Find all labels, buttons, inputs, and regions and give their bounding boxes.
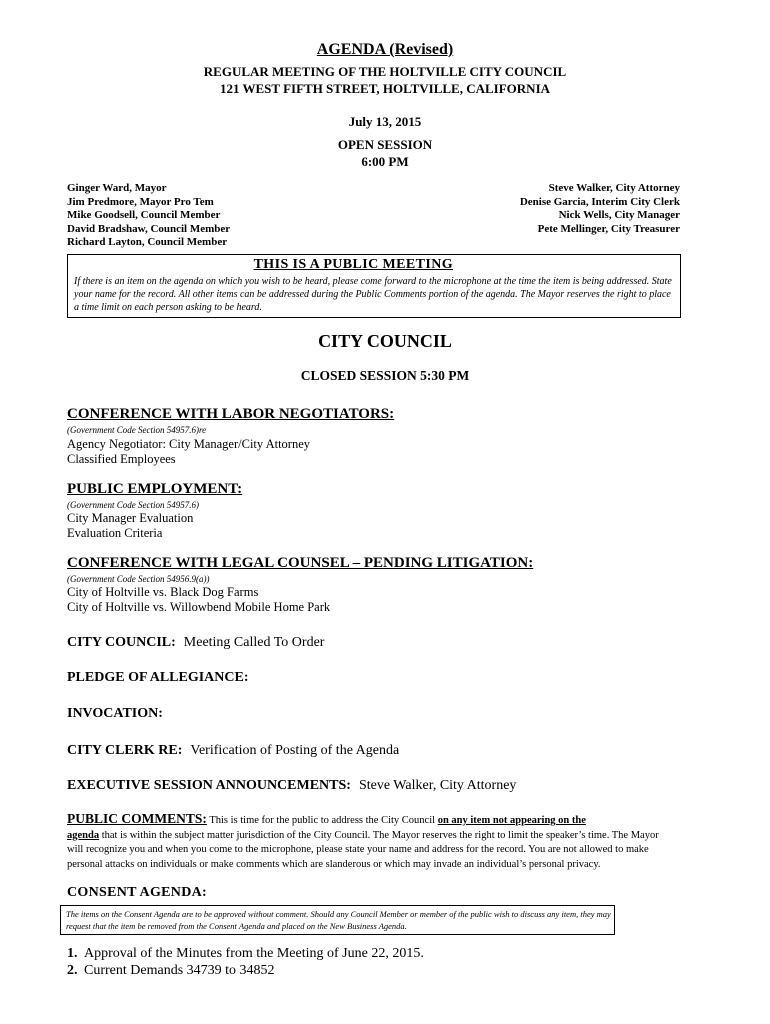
official-name: Denise Garcia, Interim City Clerk [519,195,680,208]
section-line: Evaluation Criteria [67,526,163,540]
section-line: Classified Employees [67,452,176,466]
officials-left [67,182,230,250]
section-line: City of Holtville vs. Willowbend Mobile Home Park [67,600,331,614]
public-comments-emphasis: on any item not appearing on the [437,815,586,826]
consent-note: The items on the Consent Agenda are to be approved without comment. Should any Council Member or member of the public wish to discuss any item, they may request that the item be removed from the Consent Agenda and placed on the New Business Agenda. [66,909,611,931]
public-comments-line: will recognize you and when you come to the microphone, please state your name and address for the record. You are not allowed to make [67,844,649,855]
public-notice-title: THIS IS A PUBLIC MEETING [253,257,453,272]
executive-line [67,776,516,794]
public-comments-label: PUBLIC COMMENTS: [67,811,207,826]
consent-item-number: 1. [67,946,78,961]
executive-label: EXECUTIVE SESSION ANNOUNCEMENTS: [67,778,351,793]
official-name: Pete Mellinger, City Treasurer [537,222,680,235]
call-to-order-value: Meeting Called To Order [183,635,325,650]
consent-item-text: Current Demands 34739 to 34852 [84,963,275,978]
meeting-date: July 13, 2015 [348,114,422,129]
executive-value: Steve Walker, City Attorney [358,778,517,793]
section-litigation-body [67,585,330,615]
meeting-address: 121 WEST FIFTH STREET, HOLTVILLE, CALIFORNIA [219,81,551,96]
public-comments-line: personal attacks on individuals or make comments which are slanderous or which may invade an individual’s personal privacy. [67,858,601,870]
call-to-order-line [67,633,324,651]
section-line: City of Holtville vs. Black Dog Farms [67,585,259,599]
section-labor-body [67,437,310,467]
public-comments [67,812,659,872]
officials-right [520,182,680,236]
section-employment-title: PUBLIC EMPLOYMENT: [67,481,243,497]
city-clerk-value: Verification of Posting of the Agenda [190,743,400,758]
section-litigation-cite: (Government Code Section 54956.9(a)) [67,574,210,584]
closed-session: CLOSED SESSION 5:30 PM [300,368,470,383]
council-heading: CITY COUNCIL [318,331,452,351]
session-label: OPEN SESSION [337,137,433,152]
agenda-title: AGENDA (Revised) [316,41,454,58]
official-name: Nick Wells, City Manager [558,209,680,222]
official-name: Steve Walker, City Attorney [548,182,680,194]
official-name: Richard Layton, Council Member [67,236,228,249]
section-litigation-title: CONFERENCE WITH LEGAL COUNSEL – PENDING LITIGATION: [67,555,534,571]
section-labor-cite: (Government Code Section 54957.6)re [67,425,207,435]
public-notice-text: If there is an item on the agenda on which you wish to be heard, please come forward to the microphone at the time the item is being addressed. State your name for the record. All other items can be addressed during the Public Comments portion of the agenda. The Mayor reserves the right to place a time limit on each person asking to be heard. [74,276,672,313]
consent-item [67,963,275,979]
call-to-order-label: CITY COUNCIL: [67,635,176,650]
official-name: David Bradshaw, Council Member [67,222,231,235]
consent-note-box [60,905,615,935]
invocation-label: INVOCATION: [67,706,163,721]
official-name: Jim Predmore, Mayor Pro Tem [67,195,214,208]
section-employment-body [67,511,193,541]
consent-item-text: Approval of the Minutes from the Meeting of June 22, 2015. [84,946,424,961]
pledge-label: PLEDGE OF ALLEGIANCE: [67,670,249,685]
official-name: Mike Goodsell, Council Member [67,209,221,222]
official-name: Ginger Ward, Mayor [67,182,167,194]
public-comments-intro: This is time for the public to address the City Council [209,815,436,826]
city-clerk-label: CITY CLERK RE: [67,743,183,758]
public-notice-box [67,254,681,318]
meeting-title: REGULAR MEETING OF THE HOLTVILLE CITY COUNCIL [203,64,567,79]
section-line: City Manager Evaluation [67,511,194,525]
city-clerk-line [67,741,399,759]
consent-item [67,946,424,962]
consent-item-number: 2. [67,963,78,978]
section-labor-title: CONFERENCE WITH LABOR NEGOTIATORS: [67,406,395,422]
session-time: 6:00 PM [361,154,409,169]
public-comments-line: that is within the subject matter jurisdiction of the City Council. The Mayor reserves the right to limit the speaker’s time. The Mayor [101,829,659,841]
section-line: Agency Negotiator: City Manager/City Attorney [67,437,311,451]
section-employment-cite: (Government Code Section 54957.6) [67,500,199,510]
public-comments-emphasis-agenda: agenda [67,829,100,841]
consent-title: CONSENT AGENDA: [67,885,207,900]
